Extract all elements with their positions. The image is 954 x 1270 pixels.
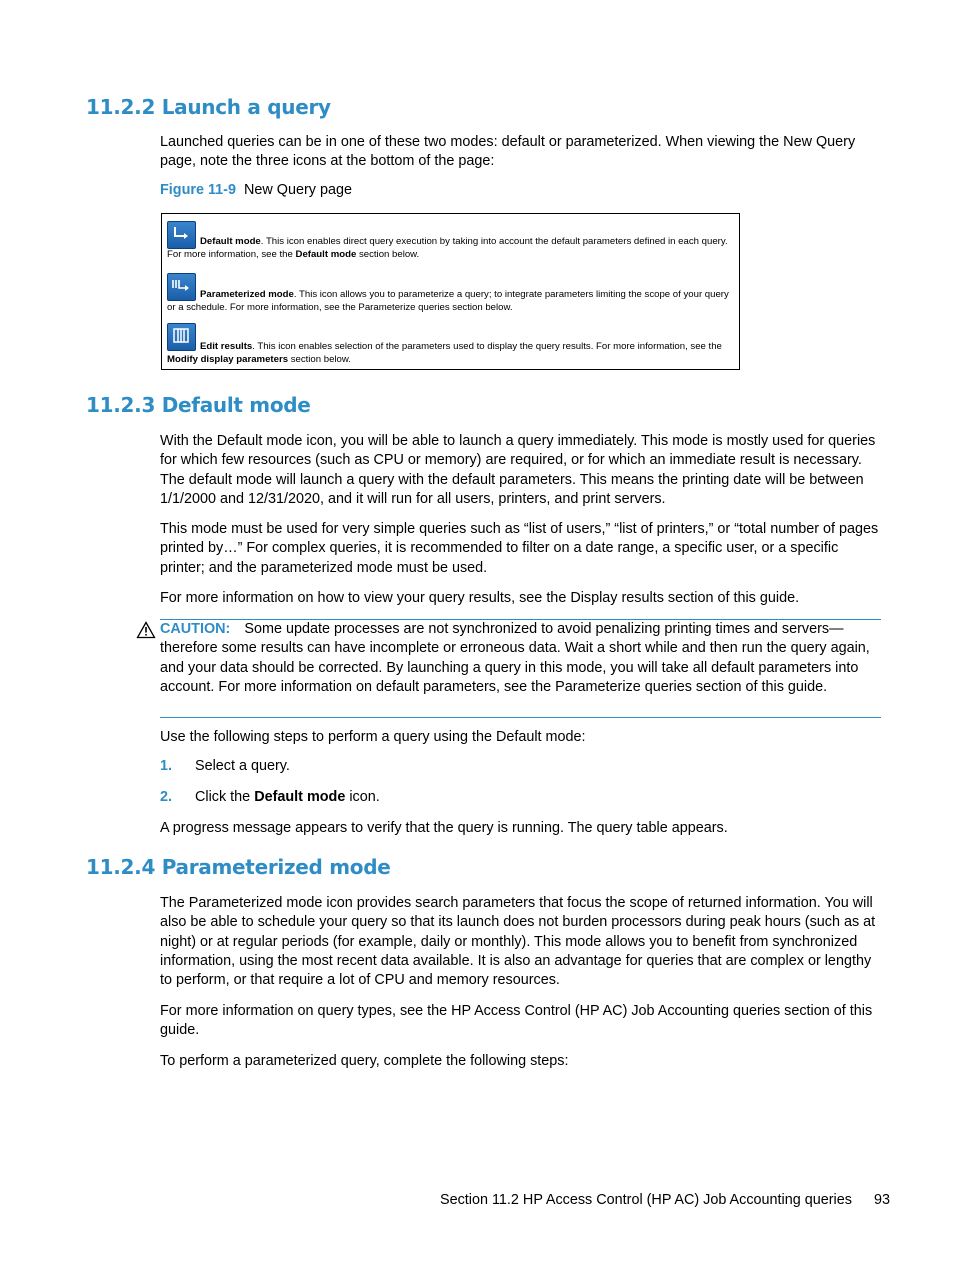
figure-text-default xyxy=(167,236,737,261)
default-mode-p2: This mode must be used for very simple queries such as “list of users,” “list of printers,” or “total number of pages printed by…” For complex queries, it is recommended to filter on a date range, a specific user, or a specific printer; and the parameterized mode must be used. xyxy=(160,521,879,576)
steps-intro: Use the following steps to perform a query using the Default mode: xyxy=(160,729,586,745)
default-mode-label: Default mode xyxy=(200,236,261,247)
default-mode-desc: . This icon enables direct query execution by taking into account the default parameters defined in each query. For more information, see the xyxy=(167,236,728,260)
figure-text-param xyxy=(167,289,737,314)
caution-body: Some update processes are not synchronized to avoid penalizing printing times and servers—therefore some results can have incomplete or erroneous data. Wait a short while and then run the query again, and your data should be corrected. By launching a query in this mode, you will take all default parameters into account. For more information on default parameters, see the Parameterize queries section of this guide. xyxy=(160,621,870,695)
after-steps: A progress message appears to verify that the query is running. The query table appears. xyxy=(160,820,728,836)
step-2-pre: Click the xyxy=(195,789,255,805)
step-1-number: 1. xyxy=(160,758,173,774)
edit-results-tail: section below. xyxy=(288,353,351,365)
new-query-figure xyxy=(161,213,740,370)
figure-caption xyxy=(160,182,352,198)
default-mode-tail: section below. xyxy=(356,248,420,260)
figure-title: New Query page xyxy=(243,182,352,198)
figure-label: Figure 11-9 xyxy=(160,182,236,198)
edit-results-ref: Modify display parameters xyxy=(167,353,289,365)
heading-parameterized-mode: 11.2.4 Parameterized mode xyxy=(86,855,391,879)
footer-section: Section 11.2 HP Access Control (HP AC) Job Accounting queries xyxy=(440,1192,852,1208)
default-mode-p1: With the Default mode icon, you will be able to launch a query immediately. This mode is mostly used for queries for which few resources (such as CPU or memory) are required, or for which an immediate result is necessary. The default mode will launch a query with the default parameters. This means the printing date will be between 1/1/2000 and 12/31/2020, and it will run for all users, printers, and print servers. xyxy=(160,433,876,507)
step-2-post: icon. xyxy=(345,789,380,805)
heading-default-mode: 11.2.3 Default mode xyxy=(86,393,311,417)
step-2-text xyxy=(195,789,795,805)
edit-results-desc: . This icon enables selection of the parameters used to display the query results. For more information, see the xyxy=(252,341,722,352)
page-number: 93 xyxy=(873,1192,890,1208)
caution-label: CAUTION: xyxy=(160,621,231,637)
launch-intro: Launched queries can be in one of these two modes: default or parameterized. When viewing the New Query page, note the three icons at the bottom of the page: xyxy=(160,134,856,170)
default-mode-ref: Default mode xyxy=(295,248,357,260)
step-1-text: Select a query. xyxy=(195,758,290,774)
step-2-bold: Default mode xyxy=(254,789,346,805)
param-mode-p2: For more information on query types, see the HP Access Control (HP AC) Job Accounting queries section of this guide. xyxy=(160,1003,873,1039)
default-mode-p3: For more information on how to view your query results, see the Display results section of this guide. xyxy=(160,590,800,606)
edit-results-label: Edit results xyxy=(200,341,253,352)
param-mode-p1: The Parameterized mode icon provides search parameters that focus the scope of returned information. You will also be able to schedule your query so that its launch does not burden processors during peak hours (such as at night) or at regular periods (for example, daily or monthly). This mode allows you to benefit from synchronized information, using the most recent data available. It is also an advantage for queries that are complex or lengthy to perform, or that require a lot of CPU and memory resources. xyxy=(160,895,876,989)
caution-text xyxy=(160,620,881,697)
param-mode-desc: . This icon allows you to parameterize a query; to integrate parameters limiting the scope of your query or a schedule. For more information, see the Parameterize queries section below. xyxy=(167,289,729,313)
caution-box xyxy=(160,619,881,718)
heading-launch-query: 11.2.2 Launch a query xyxy=(86,95,331,119)
page-footer xyxy=(440,1192,890,1208)
param-mode-p3: To perform a parameterized query, complete the following steps: xyxy=(160,1053,569,1069)
figure-text-edit xyxy=(167,341,737,366)
param-mode-label: Parameterized mode xyxy=(200,289,294,300)
step-2-number: 2. xyxy=(160,789,173,805)
caution-icon xyxy=(136,621,156,639)
